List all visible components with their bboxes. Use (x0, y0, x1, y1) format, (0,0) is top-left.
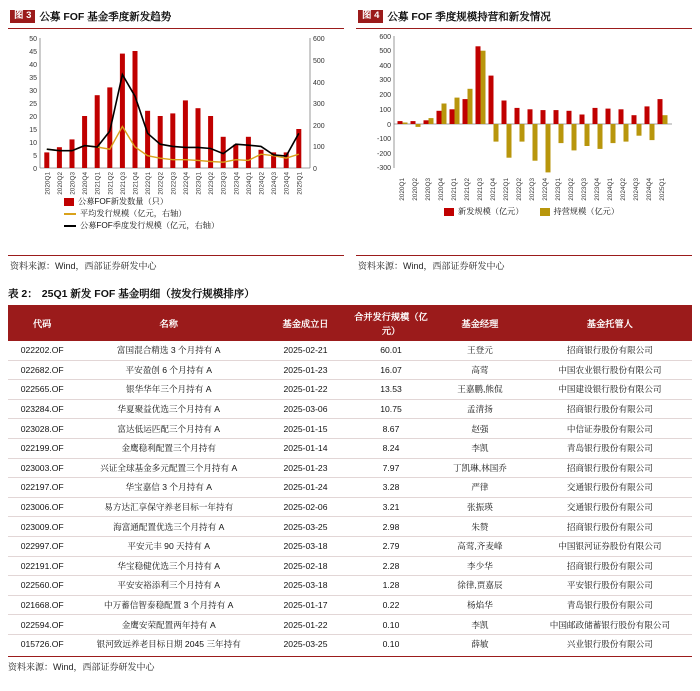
legend-swatch-line-black (64, 225, 76, 227)
svg-text:50: 50 (29, 36, 37, 43)
cell-name: 平安盈创 6 个月持有 A (76, 360, 261, 380)
cell-manager: 王嘉鹏,熊侃 (432, 380, 528, 400)
cell-trustee: 平安银行股份有限公司 (528, 576, 692, 596)
cell-name: 华宝稳健优选三个月持有 A (76, 556, 261, 576)
cell-date: 2025-01-14 (261, 438, 350, 458)
svg-text:-100: -100 (376, 136, 391, 143)
cell-scale: 8.24 (350, 438, 432, 458)
svg-text:400: 400 (379, 63, 391, 70)
legend-swatch-new (444, 208, 454, 216)
cell-code: 022682.OF (8, 360, 76, 380)
svg-text:2021Q4: 2021Q4 (490, 178, 497, 201)
table-row (8, 595, 692, 615)
svg-text:2021Q2: 2021Q2 (464, 178, 471, 201)
cell-scale: 2.79 (350, 536, 432, 556)
table-row (8, 341, 692, 360)
svg-text:-300: -300 (376, 165, 391, 172)
cell-scale: 13.53 (350, 380, 432, 400)
svg-text:45: 45 (29, 49, 37, 56)
svg-text:30: 30 (29, 88, 37, 95)
figure3-panel (8, 6, 344, 272)
figure3-title (8, 6, 344, 29)
cell-code: 022202.OF (8, 341, 76, 360)
legend-label: 新发规模（亿元） (458, 207, 524, 216)
svg-text:2021Q1: 2021Q1 (94, 172, 102, 195)
cell-scale: 0.10 (350, 615, 432, 635)
cell-trustee: 招商银行股份有限公司 (528, 399, 692, 419)
cell-manager: 杨焰华 (432, 595, 528, 615)
cell-name: 华夏聚益优选三个月持有 A (76, 399, 261, 419)
svg-text:500: 500 (313, 58, 325, 65)
svg-text:2023Q2: 2023Q2 (208, 172, 216, 195)
cell-code: 022197.OF (8, 478, 76, 498)
svg-text:2023Q2: 2023Q2 (568, 178, 575, 201)
cell-code: 022997.OF (8, 536, 76, 556)
cell-code: 022594.OF (8, 615, 76, 635)
cell-name: 富国混合精选 3 个月持有 A (76, 341, 261, 360)
figure4-svg (356, 28, 692, 228)
figure4-legend (444, 206, 619, 218)
svg-text:200: 200 (379, 92, 391, 99)
svg-text:2021Q4: 2021Q4 (132, 172, 140, 195)
cell-code: 023006.OF (8, 497, 76, 517)
cell-scale: 8.67 (350, 419, 432, 439)
column-header-manager: 基金经理 (432, 305, 528, 341)
figure4-title (356, 6, 692, 29)
cell-trustee: 交通银行股份有限公司 (528, 497, 692, 517)
svg-text:0: 0 (387, 122, 391, 129)
cell-manager: 徐律,贾嘉辰 (432, 576, 528, 596)
table-source: 资料来源：Wind，西部证券研发中心 (8, 656, 692, 673)
legend-item (64, 196, 219, 208)
svg-text:2020Q3: 2020Q3 (425, 178, 432, 201)
svg-text:2023Q1: 2023Q1 (555, 178, 562, 201)
cell-trustee: 招商银行股份有限公司 (528, 517, 692, 537)
legend-swatch-bar (64, 198, 74, 206)
svg-text:500: 500 (379, 48, 391, 55)
cell-scale: 3.21 (350, 497, 432, 517)
cell-date: 2025-03-25 (283, 639, 328, 650)
cell-manager: 丁凯琳,林国乔 (432, 458, 528, 478)
svg-text:2021Q1: 2021Q1 (451, 178, 458, 201)
cell-code: 022560.OF (8, 576, 76, 596)
svg-text:2024Q2: 2024Q2 (258, 172, 266, 195)
svg-text:2024Q2: 2024Q2 (620, 178, 627, 201)
cell-date: 2025-02-21 (261, 341, 350, 360)
legend-item (444, 206, 524, 218)
cell-manager: 李凯 (432, 438, 528, 458)
svg-text:2020Q4: 2020Q4 (82, 172, 90, 195)
svg-text:2022Q2: 2022Q2 (516, 178, 523, 201)
cell-trustee: 中信证券股份有限公司 (528, 419, 692, 439)
cell-code: 022191.OF (8, 556, 76, 576)
svg-text:10: 10 (29, 140, 37, 147)
svg-text:2023Q3: 2023Q3 (581, 178, 588, 201)
cell-code: 022199.OF (8, 438, 76, 458)
cell-scale: 2.98 (350, 517, 432, 537)
figure3-legend (64, 196, 219, 232)
cell-date: 2025-01-17 (261, 595, 350, 615)
cell-scale: 10.75 (350, 399, 432, 419)
cell-date: 2025-01-22 (261, 615, 350, 635)
svg-text:2021Q3: 2021Q3 (477, 178, 484, 201)
svg-text:600: 600 (379, 34, 391, 41)
cell-code: 015726.OF (20, 639, 64, 650)
cell-trustee: 招商银行股份有限公司 (528, 458, 692, 478)
figure3-title-text: 公募 FOF 基金季度新发趋势 (39, 11, 172, 23)
cell-manager: 李少华 (432, 556, 528, 576)
svg-text:2022Q4: 2022Q4 (542, 178, 549, 201)
cell-trustee: 兴业银行股份有限公司 (566, 639, 653, 650)
figure3-badge: 图 3 (10, 10, 35, 24)
cell-name: 平安安裕添利三个月持有 A (76, 576, 261, 596)
table-caption-text: 25Q1 新发 FOF 基金明细（按发行规模排序） (41, 288, 255, 300)
cell-name: 银河致远养老目标日期 2045 三年持有 (96, 639, 241, 650)
cell-manager: 高莺 (432, 360, 528, 380)
svg-text:5: 5 (33, 153, 37, 160)
svg-text:2021Q2: 2021Q2 (107, 172, 115, 195)
table-row (8, 576, 692, 596)
column-header-scale: 合并发行规模（亿元） (350, 305, 432, 341)
legend-label: 平均发行规模（亿元，右轴） (80, 208, 187, 218)
cell-manager: 李凯 (432, 615, 528, 635)
svg-text:2024Q4: 2024Q4 (283, 172, 291, 195)
cell-trustee: 中国银河证券股份有限公司 (528, 536, 692, 556)
cell-trustee: 中国建设银行股份有限公司 (528, 380, 692, 400)
svg-text:-200: -200 (376, 151, 391, 158)
cell-trustee: 交通银行股份有限公司 (528, 478, 692, 498)
cell-date: 2025-03-18 (261, 536, 350, 556)
cell-name: 海富通配置优选三个月持有 A (76, 517, 261, 537)
table-row (8, 438, 692, 458)
svg-text:400: 400 (313, 80, 325, 87)
svg-text:35: 35 (29, 75, 37, 82)
cell-code: 023009.OF (8, 517, 76, 537)
svg-text:2022Q3: 2022Q3 (529, 178, 536, 201)
table-block (8, 286, 692, 673)
cell-trustee: 青岛银行股份有限公司 (528, 595, 692, 615)
cell-name: 易方达汇享保守养老目标一年持有 (76, 497, 261, 517)
cell-scale: 7.97 (350, 458, 432, 478)
svg-text:2024Q3: 2024Q3 (633, 178, 640, 201)
legend-item (64, 220, 219, 232)
svg-text:2022Q4: 2022Q4 (182, 172, 190, 195)
legend-label: 持营规模（亿元） (553, 207, 620, 216)
cell-date: 2025-01-23 (261, 458, 350, 478)
cell-manager: 张振瑛 (432, 497, 528, 517)
table-badge: 表 2： (8, 288, 38, 300)
legend-item (540, 206, 620, 218)
legend-swatch-existing (540, 208, 550, 216)
figure3-source: 资料来源：Wind，西部证券研发中心 (8, 255, 344, 272)
fof-table (8, 305, 692, 654)
svg-text:2020Q2: 2020Q2 (56, 172, 64, 195)
svg-text:2022Q1: 2022Q1 (503, 178, 510, 201)
figure4-badge: 图 4 (358, 10, 383, 24)
svg-text:2023Q1: 2023Q1 (195, 172, 203, 195)
svg-text:2024Q4: 2024Q4 (646, 178, 653, 201)
legend-label: 公募FOF季度发行规模（亿元，右轴） (80, 220, 220, 230)
svg-text:2023Q4: 2023Q4 (233, 172, 241, 195)
cell-name: 平安元丰 90 天持有 A (76, 536, 261, 556)
svg-text:2020Q1: 2020Q1 (44, 172, 52, 195)
figure4-panel (356, 6, 692, 272)
svg-text:2025Q1: 2025Q1 (296, 172, 304, 195)
svg-text:2024Q1: 2024Q1 (607, 178, 614, 201)
table-row (8, 380, 692, 400)
svg-text:15: 15 (29, 127, 37, 134)
cell-date: 2025-03-06 (261, 399, 350, 419)
column-header-trustee: 基金托管人 (528, 305, 692, 341)
cell-scale: 2.28 (350, 556, 432, 576)
svg-text:300: 300 (379, 77, 391, 84)
cell-manager: 孟清扬 (432, 399, 528, 419)
cell-trustee: 招商银行股份有限公司 (528, 556, 692, 576)
cell-date: 2025-03-18 (261, 576, 350, 596)
svg-text:100: 100 (379, 107, 391, 114)
table-body (8, 341, 692, 654)
cell-code: 022565.OF (8, 380, 76, 400)
svg-text:600: 600 (313, 36, 325, 43)
cell-date: 2025-01-22 (261, 380, 350, 400)
table-row (8, 399, 692, 419)
figure4-source: 资料来源：Wind，西部证券研发中心 (356, 255, 692, 272)
table-row (8, 556, 692, 576)
svg-text:25: 25 (29, 101, 37, 108)
svg-text:2022Q1: 2022Q1 (145, 172, 153, 195)
cell-date: 2025-01-15 (261, 419, 350, 439)
cell-name: 金鹰稳利配置三个月持有 (76, 438, 261, 458)
figure4-chart (356, 28, 692, 228)
cell-scale: 3.28 (350, 478, 432, 498)
cell-name: 华宝嘉信 3 个月持有 A (76, 478, 261, 498)
column-header-date: 基金成立日 (261, 305, 350, 341)
table-row (8, 419, 692, 439)
svg-text:2023Q4: 2023Q4 (594, 178, 601, 201)
cell-code: 023003.OF (8, 458, 76, 478)
cell-code: 021668.OF (8, 595, 76, 615)
cell-manager: 严律 (432, 478, 528, 498)
cell-name: 兴证全球基金多元配置三个月持有 A (76, 458, 261, 478)
svg-text:2025Q1: 2025Q1 (659, 178, 666, 201)
cell-manager: 赵强 (432, 419, 528, 439)
svg-text:200: 200 (313, 123, 325, 130)
cell-name: 金鹰安荣配置两年持有 A (76, 615, 261, 635)
table-caption (8, 286, 692, 305)
svg-text:2022Q2: 2022Q2 (157, 172, 165, 195)
cell-manager: 高莺,齐麦峰 (432, 536, 528, 556)
svg-text:20: 20 (29, 114, 37, 121)
svg-text:2024Q3: 2024Q3 (271, 172, 279, 195)
figure3-chart (8, 28, 344, 228)
cell-scale: 1.28 (350, 576, 432, 596)
cell-date: 2025-02-06 (261, 497, 350, 517)
cell-scale: 0.10 (382, 639, 400, 650)
cell-trustee: 中国邮政储蓄银行股份有限公司 (528, 615, 692, 635)
svg-text:2020Q4: 2020Q4 (438, 178, 445, 201)
svg-text:2021Q3: 2021Q3 (119, 172, 127, 195)
table-row (8, 360, 692, 380)
column-header-code: 代码 (8, 305, 76, 341)
svg-text:2022Q3: 2022Q3 (170, 172, 178, 195)
table-row (8, 497, 692, 517)
legend-swatch-line-gold (64, 213, 76, 215)
svg-text:40: 40 (29, 62, 37, 69)
cell-scale: 0.22 (350, 595, 432, 615)
column-header-name: 名称 (76, 305, 261, 341)
table-row (8, 536, 692, 556)
legend-item (64, 208, 219, 220)
svg-text:0: 0 (313, 166, 317, 173)
cell-name: 富达低运匹配三个月持有 A (76, 419, 261, 439)
table-row (8, 615, 692, 635)
cell-scale: 60.01 (350, 341, 432, 360)
table-header-row (8, 305, 692, 341)
figure4-title-text: 公募 FOF 季度规模持营和新发情况 (387, 11, 551, 23)
cell-date: 2025-02-18 (261, 556, 350, 576)
table-row (8, 478, 692, 498)
table-row (8, 634, 692, 653)
svg-text:2020Q1: 2020Q1 (399, 178, 406, 201)
svg-text:300: 300 (313, 101, 325, 108)
cell-trustee: 中国农业银行股份有限公司 (528, 360, 692, 380)
svg-text:0: 0 (33, 166, 37, 173)
legend-label: 公募FOF新发数量（只） (78, 197, 169, 206)
table-row (8, 458, 692, 478)
svg-text:2024Q1: 2024Q1 (245, 172, 253, 195)
svg-text:2020Q2: 2020Q2 (412, 178, 419, 201)
table-row (8, 517, 692, 537)
cell-trustee: 招商银行股份有限公司 (528, 341, 692, 360)
cell-manager: 朱赞 (432, 517, 528, 537)
cell-code: 023284.OF (8, 399, 76, 419)
svg-text:2023Q3: 2023Q3 (220, 172, 228, 195)
cell-code: 023028.OF (8, 419, 76, 439)
cell-scale: 16.07 (350, 360, 432, 380)
svg-text:100: 100 (313, 144, 325, 151)
cell-date: 2025-03-25 (261, 517, 350, 537)
cell-manager: 王登元 (432, 341, 528, 360)
cell-name: 银华华年三个月持有 A (76, 380, 261, 400)
cell-date: 2025-01-24 (261, 478, 350, 498)
cell-trustee: 青岛银行股份有限公司 (528, 438, 692, 458)
svg-text:2020Q3: 2020Q3 (69, 172, 77, 195)
cell-name: 中万蓄信智泰稳配置 3 个月持有 A (76, 595, 261, 615)
cell-date: 2025-01-23 (261, 360, 350, 380)
cell-manager: 薛敏 (471, 639, 489, 650)
